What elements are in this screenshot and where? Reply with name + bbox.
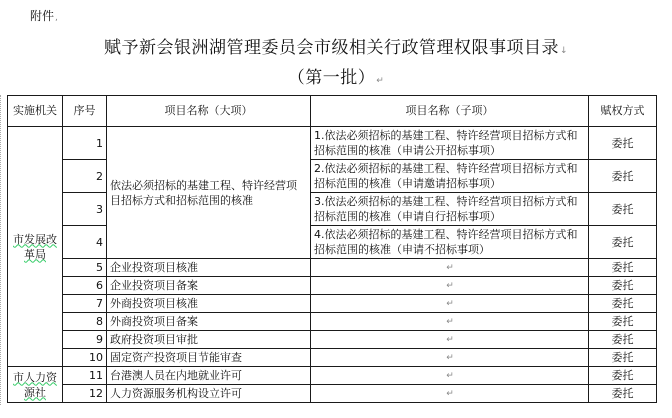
table-row [8, 160, 657, 193]
header-mode: 赋权方式 [589, 96, 657, 127]
sub-cell: 3.依法必须招标的基建工程、特许经营项目招标方式和招标范围的核准（申请自行招标事项） [311, 193, 589, 226]
seq-cell: 11 [63, 367, 107, 385]
header-major: 项目名称（大项） [107, 96, 311, 127]
table-row [8, 331, 657, 349]
sub-cell: 4.依法必须招标的基建工程、特许经营项目招标方式和招标范围的核准（申请不招标事项） [311, 226, 589, 259]
seq-cell: 5 [63, 259, 107, 277]
sub-cell-empty: ↵ [311, 349, 589, 367]
major-cell: 企业投资项目核准 [107, 259, 311, 277]
table-row [8, 193, 657, 226]
page-margin-guide [0, 95, 4, 405]
major-cell: 台港澳人员在内地就业许可 [107, 367, 311, 385]
sub-cell-empty: ↵ [311, 313, 589, 331]
seq-cell: 8 [63, 313, 107, 331]
table-header-row [8, 96, 657, 127]
table-row [8, 367, 657, 385]
mode-cell: 委托 [589, 226, 657, 259]
mode-cell: 委托 [589, 313, 657, 331]
mode-cell: 委托 [589, 259, 657, 277]
header-sub: 项目名称（子项） [311, 96, 589, 127]
authority-table [7, 95, 657, 403]
sub-cell: 1.依法必须招标的基建工程、特许经营项目招标方式和招标范围的核准（申请公开招标事项） [311, 127, 589, 160]
mode-cell: 委托 [589, 331, 657, 349]
mode-cell: 委托 [589, 367, 657, 385]
major-cell: 外商投资项目备案 [107, 313, 311, 331]
table-row [8, 127, 657, 160]
header-seq: 序号 [63, 96, 107, 127]
sub-cell-empty: ↵ [311, 385, 589, 403]
mode-cell: 委托 [589, 349, 657, 367]
table-row [8, 259, 657, 277]
document-title: 赋予新会银洲湖管理委员会市级相关行政管理权限事项目录↓ [103, 38, 569, 58]
major-cell: 企业投资项目备案 [107, 277, 311, 295]
sub-cell-empty: ↵ [311, 277, 589, 295]
mode-cell: 委托 [589, 295, 657, 313]
seq-cell: 12 [63, 385, 107, 403]
seq-cell: 1 [63, 127, 107, 160]
table-row [8, 313, 657, 331]
seq-cell: 6 [63, 277, 107, 295]
sub-cell-empty: ↵ [311, 367, 589, 385]
table-row [8, 277, 657, 295]
table-row [8, 226, 657, 259]
table-row [8, 295, 657, 313]
mode-cell: 委托 [589, 193, 657, 226]
major-cell: 人力资源服务机构设立许可 [107, 385, 311, 403]
sub-cell: 2.依法必须招标的基建工程、特许经营项目招标方式和招标范围的核准（申请邀请招标事项） [311, 160, 589, 193]
header-agency: 实施机关 [8, 96, 63, 127]
seq-cell: 3 [63, 193, 107, 226]
seq-cell: 9 [63, 331, 107, 349]
mode-cell: 委托 [589, 277, 657, 295]
agency-cell-ndrc: 市发展改革局 [8, 127, 63, 367]
major-cell-group: 依法必须招标的基建工程、特许经营项目招标方式和招标范围的核准 [107, 127, 311, 259]
table-row [8, 349, 657, 367]
table-row [8, 385, 657, 403]
mode-cell: 委托 [589, 385, 657, 403]
sub-cell-empty: ↵ [311, 259, 589, 277]
seq-cell: 4 [63, 226, 107, 259]
document-subtitle: （第一批）↵ [287, 68, 385, 88]
major-cell: 外商投资项目核准 [107, 295, 311, 313]
seq-cell: 7 [63, 295, 107, 313]
mode-cell: 委托 [589, 127, 657, 160]
seq-cell: 2 [63, 160, 107, 193]
sub-cell-empty: ↵ [311, 295, 589, 313]
major-cell: 政府投资项目审批 [107, 331, 311, 349]
sub-cell-empty: ↵ [311, 331, 589, 349]
major-cell: 固定资产投资项目节能审查 [107, 349, 311, 367]
mode-cell: 委托 [589, 160, 657, 193]
seq-cell: 10 [63, 349, 107, 367]
agency-cell-hrss: 市人力资源社 [8, 367, 63, 403]
attachment-label: 附件, [30, 9, 58, 23]
